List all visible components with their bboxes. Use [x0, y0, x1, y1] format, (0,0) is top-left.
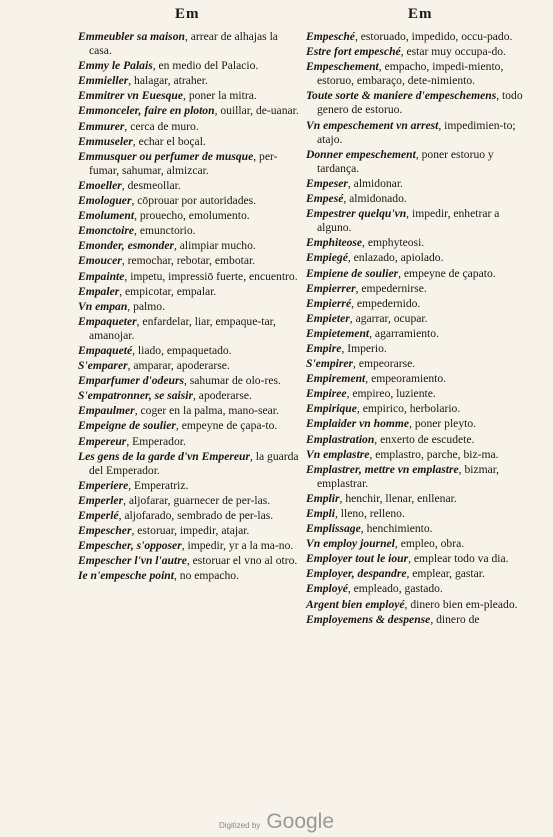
entry-headword: S'emparer [78, 359, 128, 373]
entry-headword: Empaler [78, 284, 120, 298]
dictionary-entry [78, 450, 302, 478]
dictionary-entry [306, 387, 530, 401]
dictionary-entry [306, 192, 530, 206]
entry-headword: Employer tout le iour [306, 552, 409, 566]
entry-definition: , empicotar, empalar. [119, 284, 217, 298]
entry-headword: Employemens & despense [306, 612, 431, 626]
entry-definition: , lleno, relleno. [335, 507, 405, 520]
entry-definition: , empedernirse. [355, 281, 427, 295]
dictionary-entry [78, 179, 302, 193]
entry-headword: Empereur [78, 434, 127, 448]
entry-headword: Empaulmer [78, 404, 135, 418]
dictionary-entry [78, 494, 302, 508]
dictionary-entry [306, 30, 530, 44]
entry-headword: Emonder, esmonder [78, 239, 174, 253]
entry-definition: , palmo. [127, 299, 165, 313]
dictionary-entry [78, 524, 302, 538]
dictionary-entry [306, 598, 530, 612]
entry-headword: Empeschement [306, 60, 379, 74]
entry-headword: Emperlé [78, 509, 119, 522]
entry-definition: , prouecho, emolumento. [134, 209, 250, 223]
dictionary-entry [306, 267, 530, 281]
entry-definition: , emunctorio. [134, 224, 196, 238]
dictionary-entry [306, 567, 530, 581]
entry-headword: Empainte [78, 269, 125, 283]
entry-headword: Les gens de la garde d'vn Empereur [78, 449, 250, 463]
dictionary-entry [78, 150, 302, 178]
entry-definition: , alimpiar mucho. [173, 239, 256, 253]
entry-definition: , per-fumar, sahumar, almizcar. [89, 149, 278, 177]
entry-definition: , liado, empaquetado. [132, 343, 232, 357]
dictionary-entry [78, 344, 302, 358]
entry-definition: , echar el boçal. [132, 134, 206, 148]
dictionary-entry [306, 613, 530, 627]
dictionary-entry [306, 207, 530, 235]
dictionary-entry [306, 537, 530, 551]
entry-headword: Emplaider vn homme [306, 417, 410, 431]
dictionary-entry [78, 404, 302, 418]
entry-definition: , impedimien-to; atajo. [317, 118, 516, 146]
dictionary-entry [306, 522, 530, 536]
entry-headword: Emmitrer vn Euesque [78, 89, 184, 103]
dictionary-entry [306, 119, 530, 147]
dictionary-entry [306, 148, 530, 176]
entry-definition: , empeyne de çapato. [398, 266, 496, 280]
entry-definition: , empacho, impedi-miento, estoruo, embaraço, dete-nimiento. [317, 60, 504, 88]
entry-definition: , en medio del Palacio. [152, 59, 259, 73]
dictionary-entry [306, 507, 530, 521]
dictionary-entry [78, 419, 302, 433]
entry-definition: , halagar, atraher. [128, 74, 208, 88]
dictionary-entry [78, 239, 302, 253]
entry-definition: , estoruar, impedir, atajar. [131, 524, 250, 538]
entry-definition: , cōprouar por autoridades. [131, 194, 257, 208]
dictionary-entry [306, 463, 530, 491]
dictionary-entry [78, 209, 302, 223]
dictionary-entry [78, 74, 302, 88]
entry-definition: , desmeollar. [121, 178, 181, 192]
digitized-watermark [0, 810, 553, 834]
entry-headword: Estre fort empesché [306, 45, 401, 59]
entry-headword: Donner empeschement [306, 147, 416, 161]
dictionary-entry [306, 251, 530, 265]
entry-definition: , enlazado, apiolado. [347, 251, 444, 265]
dictionary-entry [306, 282, 530, 296]
entry-definition: , aljofarar, guarnecer de per-las. [123, 493, 271, 507]
entry-definition: , empleado, gastado. [347, 582, 443, 596]
entry-definition: , amparar, apoderarse. [127, 359, 230, 373]
entry-headword: Emmy le Palais [78, 59, 153, 73]
entry-headword: Empiegé [306, 251, 348, 265]
entry-headword: Emperler [78, 493, 124, 507]
entry-definition: , almidonar. [347, 176, 403, 190]
dictionary-entry [78, 285, 302, 299]
entry-headword: Emoucer [78, 254, 122, 268]
entry-definition: , almidonado. [343, 192, 407, 206]
dictionary-entry [78, 30, 302, 58]
dictionary-entry [78, 479, 302, 493]
entry-definition: , emplear todo va dia. [408, 552, 509, 566]
dictionary-entry [78, 59, 302, 73]
entry-definition: , empleo, obra. [394, 537, 465, 551]
dictionary-entry [78, 315, 302, 343]
entry-headword: Emparfumer d'odeurs [78, 374, 184, 388]
entry-headword: Emplir [306, 491, 340, 505]
entry-headword: Empli [306, 507, 335, 520]
entry-headword: S'empirer [306, 357, 354, 371]
entry-headword: Empescher l'vn l'autre [78, 554, 187, 568]
entry-definition: , sahumar de olo-res. [183, 374, 281, 388]
entry-definition: , empeorarse. [353, 357, 416, 371]
entry-definition: , empirico, herbolario. [356, 402, 461, 416]
entry-headword: Empierré [306, 296, 352, 310]
entry-headword: Emmonceler, faire en ploton [78, 104, 215, 118]
dictionary-entry [78, 435, 302, 449]
entry-headword: Empirement [306, 372, 366, 386]
entry-definition: , emplear, gastar. [406, 567, 485, 581]
entry-headword: Ie n'empesche point [78, 569, 174, 583]
entry-headword: Empietement [306, 326, 370, 340]
dictionary-entry [78, 104, 302, 118]
entry-headword: Vn empan [78, 299, 128, 313]
dictionary-entry [78, 554, 302, 568]
entry-headword: Empaqueté [78, 343, 133, 357]
entry-headword: Empeser [306, 176, 348, 190]
dictionary-entry [78, 569, 302, 583]
entry-headword: Vn employ journel [306, 537, 395, 551]
entry-headword: Emplastration [306, 432, 375, 446]
entry-headword: Emplastrer, mettre vn emplastre [306, 462, 459, 476]
entry-headword: Empierrer [306, 281, 356, 295]
entry-definition: , aljofarado, sembrado de per-las. [118, 509, 274, 522]
dictionary-entry [306, 342, 530, 356]
dictionary-entry [306, 45, 530, 59]
dictionary-entry [306, 177, 530, 191]
entry-headword: Empestrer quelqu'vn [306, 207, 407, 221]
entry-headword: Empeigne de soulier [78, 419, 176, 433]
entry-headword: Emoeller [78, 178, 122, 192]
dictionary-entry [78, 539, 302, 553]
entry-definition: , ouillar, de-uanar. [214, 104, 299, 118]
entry-definition: , agarrar, ocupar. [349, 311, 428, 325]
entry-definition: , no empacho. [173, 569, 240, 583]
dictionary-entry [306, 236, 530, 250]
dictionary-entry [306, 417, 530, 431]
entry-definition: , empeyne de çapa-to. [175, 419, 278, 433]
entry-headword: Empirique [306, 402, 357, 416]
entry-definition: , Emperador. [126, 434, 186, 448]
digitized-by-label: Digitized by [218, 821, 261, 830]
entry-headword: Emphiteose [306, 236, 363, 250]
entry-headword: Toute sorte & maniere d'empeschemens [306, 89, 497, 103]
entry-headword: Emperiere [78, 478, 129, 492]
entry-headword: Emmieller [78, 74, 129, 88]
entry-definition: , empireo, luziente. [346, 387, 436, 401]
dictionary-entry [306, 492, 530, 506]
entry-headword: Empiree [306, 387, 347, 401]
entry-headword: Argent bien employé [306, 597, 405, 611]
entry-headword: Empesé [306, 192, 344, 206]
google-logo: Google [266, 810, 335, 833]
dictionary-entry [78, 300, 302, 314]
entry-headword: Emmusquer ou perfumer de musque [78, 149, 254, 163]
entry-headword: Emplissage [306, 522, 361, 536]
dictionary-entry [78, 224, 302, 238]
entry-headword: Empieter [306, 311, 350, 325]
entry-headword: Empesché [306, 30, 355, 43]
entry-definition: , poner estoruo y tardança. [317, 147, 494, 175]
entry-definition: , dinero bien em-pleado. [404, 597, 518, 611]
entry-definition: , poner pleyto. [409, 417, 477, 431]
entry-headword: Employer, despandre [306, 567, 407, 581]
entry-definition: , estoruar el vno al otro. [186, 554, 298, 568]
entry-definition: , remochar, rebotar, embotar. [121, 254, 256, 268]
dictionary-entry [306, 372, 530, 386]
entry-definition: , enxerto de escudete. [374, 432, 475, 446]
entry-definition: , empeoramiento. [365, 372, 447, 386]
entry-headword: Empaqueter [78, 314, 137, 328]
dictionary-entry [78, 254, 302, 268]
dictionary-entry [306, 357, 530, 371]
entry-definition: , impetu, impressiō fuerte, encuentro. [124, 269, 298, 283]
dictionary-entry [78, 509, 302, 523]
dictionary-entry [306, 60, 530, 88]
entry-headword: Empescher, s'opposer [78, 539, 182, 553]
entry-definition: , coger en la palma, mano-sear. [134, 404, 279, 418]
dictionary-entry [306, 327, 530, 341]
dictionary-entry [306, 552, 530, 566]
dictionary-entry [78, 374, 302, 388]
dictionary-entry [78, 389, 302, 403]
entry-definition: , todo genero de estoruo. [317, 89, 523, 117]
entry-headword: Empescher [78, 524, 132, 538]
entry-definition: , Emperatriz. [128, 478, 189, 492]
dictionary-entry [78, 135, 302, 149]
entry-definition: , impedir, yr a la ma-no. [181, 539, 294, 553]
dictionary-entry [306, 433, 530, 447]
dictionary-entry [306, 582, 530, 596]
entry-headword: Emmuseler [78, 134, 133, 148]
entry-definition: , la guarda del Emperador. [89, 449, 299, 477]
entry-definition: , enfardelar, liar, empaque-tar, amanojar. [89, 314, 276, 342]
entry-definition: , dinero de [430, 612, 480, 626]
entry-headword: Emolument [78, 209, 135, 223]
entry-definition: , emphyteosi. [362, 236, 425, 250]
dictionary-entry [78, 270, 302, 284]
entry-definition: , cerca de muro. [124, 119, 199, 133]
entry-definition: , agarramiento. [369, 326, 439, 340]
entry-definition: , estar muy occupa-do. [400, 45, 506, 59]
right-column [306, 30, 530, 628]
entry-definition: , empedernido. [351, 296, 421, 310]
entry-definition: , estoruado, impedido, occu-pado. [354, 30, 513, 43]
entry-headword: Emologuer [78, 194, 132, 208]
entry-definition: , poner la mitra. [183, 89, 257, 103]
running-head-left: Em [175, 6, 200, 22]
dictionary-entry [78, 194, 302, 208]
dictionary-entry [306, 448, 530, 462]
dictionary-entry [306, 297, 530, 311]
entry-definition: , arrear de alhajas la casa. [89, 30, 278, 58]
dictionary-entry [78, 120, 302, 134]
entry-definition: , emplastro, parche, biz-ma. [369, 447, 499, 461]
dictionary-entry [306, 402, 530, 416]
left-column [78, 30, 302, 584]
dictionary-entry [306, 89, 530, 117]
entry-headword: Emmurer [78, 119, 125, 133]
dictionary-entry [78, 89, 302, 103]
entry-headword: Vn emplastre [306, 447, 370, 461]
entry-headword: Emmeubler sa maison [78, 30, 185, 43]
running-head-right: Em [408, 6, 433, 22]
entry-headword: Emonctoire [78, 224, 135, 238]
entry-headword: Empiene de soulier [306, 266, 399, 280]
entry-headword: Employé [306, 582, 348, 596]
entry-definition: , henchir, llenar, enllenar. [339, 491, 457, 505]
entry-definition: , henchimiento. [360, 522, 433, 536]
entry-definition: , apoderarse. [193, 389, 252, 403]
entry-headword: S'empatronner, se saisir [78, 389, 193, 403]
entry-definition: , Imperio. [341, 341, 387, 355]
entry-definition: , impedir, enhetrar a alguno. [317, 207, 500, 235]
entry-definition: , bizmar, emplastrar. [317, 462, 500, 490]
dictionary-entry [306, 312, 530, 326]
entry-headword: Empire [306, 341, 342, 355]
dictionary-entry [78, 359, 302, 373]
entry-headword: Vn empeschement vn arrest [306, 118, 439, 132]
